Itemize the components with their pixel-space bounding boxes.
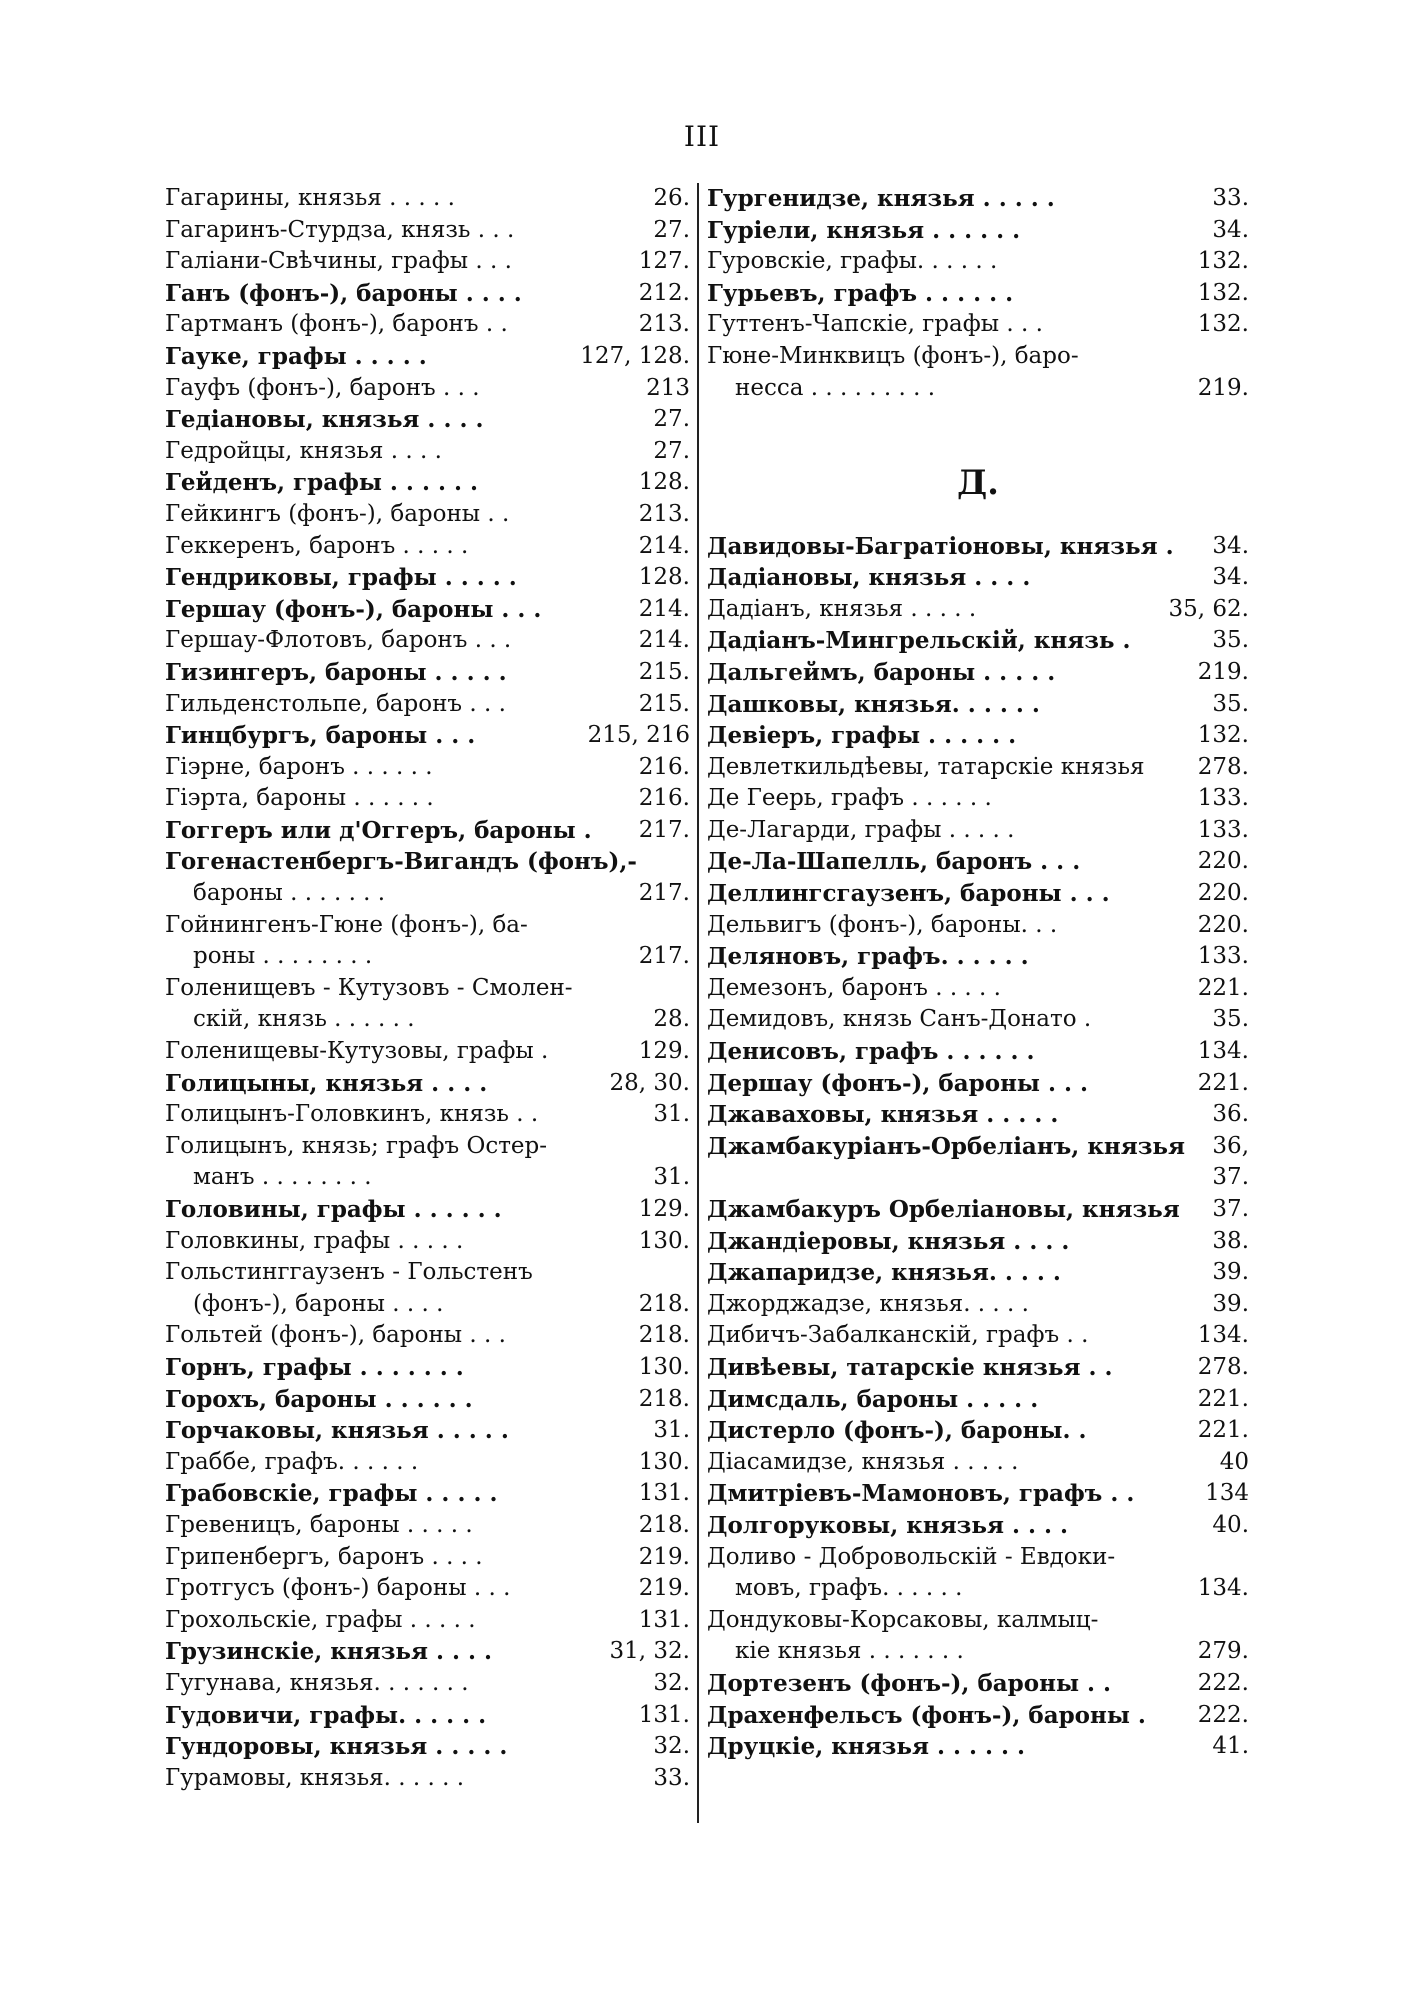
index-entry	[165, 215, 690, 247]
index-entry	[707, 752, 1249, 784]
entry-name: Гургенидзе, князья . . . . .	[707, 185, 1055, 212]
index-entry	[165, 1700, 690, 1732]
index-entry	[707, 1731, 1249, 1763]
entry-name: Девлеткильдѣевы, татарскіе князья	[707, 753, 1145, 780]
entry-page-number: 220.	[1197, 880, 1249, 907]
index-entry	[707, 278, 1249, 310]
entry-page-number: 218.	[638, 1290, 690, 1317]
index-entry	[165, 720, 690, 752]
entry-page-number: 27.	[653, 216, 690, 243]
entry-page-number: 28, 30.	[609, 1069, 690, 1096]
entry-name: Де-Лагарди, графы . . . . .	[707, 816, 1015, 843]
entry-name: Дершау (фонъ-), бароны . . .	[707, 1069, 1089, 1097]
index-entry	[165, 1257, 690, 1289]
entry-name: Голенищевы-Кутузовы, графы .	[165, 1038, 549, 1065]
entry-name: Гурамовы, князья. . . . . .	[165, 1764, 465, 1791]
entry-name: Джамбакуріанъ-Орбеліанъ, князья	[707, 1132, 1186, 1160]
entry-name: Гейкингъ (фонъ-), бароны . .	[165, 500, 510, 527]
entry-name: роны . . . . . . . .	[193, 943, 373, 970]
index-entry	[707, 625, 1249, 657]
index-entry	[707, 1036, 1249, 1068]
entry-name: Гейденъ, графы . . . . . .	[165, 469, 478, 497]
entry-name: Гундоровы, князья . . . . .	[165, 1733, 508, 1761]
index-entry	[165, 1289, 690, 1321]
entry-page-number: 219.	[1197, 374, 1249, 401]
entry-page-number: 279.	[1197, 1638, 1249, 1665]
index-entry	[165, 562, 690, 594]
index-entry	[707, 1289, 1249, 1321]
index-entry	[707, 562, 1249, 594]
entry-page-number: 36,	[1212, 1132, 1249, 1159]
entry-page-number: 34.	[1212, 216, 1249, 243]
entry-name: бароны . . . . . . .	[193, 880, 386, 907]
entry-page-number: 31.	[653, 1417, 690, 1444]
index-entry	[165, 1004, 690, 1036]
index-entry	[707, 246, 1249, 278]
entry-page-number: 134.	[1197, 1575, 1249, 1602]
entry-page-number: 222.	[1197, 1701, 1249, 1728]
right-index-column	[707, 183, 1249, 1763]
index-entry	[707, 1257, 1249, 1289]
entry-page-number: 32.	[653, 1669, 690, 1696]
entry-name: Джорджадзе, князья. . . . .	[707, 1290, 1029, 1317]
entry-page-number: 134.	[1197, 1038, 1249, 1065]
index-entry	[165, 1162, 690, 1194]
index-entry	[707, 846, 1249, 878]
index-entry	[165, 783, 690, 815]
entry-name: Гіэрта, бароны . . . . . .	[165, 785, 434, 812]
entry-page-number: 217.	[638, 943, 690, 970]
entry-name: Голенищевъ - Кутузовъ - Смолен-	[165, 974, 573, 1001]
index-entry	[165, 1099, 690, 1131]
entry-name: Ганъ (фонъ-), бароны . . . .	[165, 279, 522, 307]
entry-name: Драхенфельсъ (фонъ-), бароны .	[707, 1701, 1146, 1729]
index-entry	[165, 436, 690, 468]
entry-page-number: 133.	[1197, 943, 1249, 970]
entry-name: Гауфъ (фонъ-), баронъ . . .	[165, 374, 480, 401]
entry-name: Гершау-Флотовъ, баронъ . . .	[165, 627, 512, 654]
entry-page-number: 40.	[1212, 1511, 1249, 1538]
entry-name: Діасамидзе, князья . . . . .	[707, 1448, 1019, 1475]
index-entry	[707, 1700, 1249, 1732]
entry-name: Горчаковы, князья . . . . .	[165, 1417, 509, 1445]
entry-page-number: 33.	[1212, 185, 1249, 211]
entry-page-number: 278.	[1197, 1353, 1249, 1380]
index-entry	[165, 1320, 690, 1352]
entry-page-number: 133.	[1197, 816, 1249, 843]
entry-page-number: 127.	[638, 248, 690, 275]
index-entry	[707, 1194, 1249, 1226]
index-entry	[707, 309, 1249, 341]
entry-page-number: 28.	[653, 1006, 690, 1033]
entry-name: Дмитріевъ-Мамоновъ, графъ . .	[707, 1480, 1135, 1508]
entry-page-number: 131.	[638, 1606, 690, 1633]
spacer	[707, 404, 1249, 436]
entry-name: Давидовы-Багратіоновы, князья .	[707, 532, 1174, 560]
index-entry	[707, 1226, 1249, 1258]
entry-name: Граббе, графъ. . . . . .	[165, 1448, 419, 1475]
entry-page-number: 218.	[638, 1385, 690, 1412]
entry-name: Гендриковы, графы . . . . .	[165, 564, 517, 592]
index-entry	[165, 404, 690, 436]
entry-page-number: 35.	[1212, 690, 1249, 717]
entry-page-number: 214.	[638, 595, 690, 622]
entry-name: Горнъ, графы . . . . . . .	[165, 1353, 464, 1381]
entry-page-number: 37.	[1212, 1196, 1249, 1223]
entry-page-number: 130.	[638, 1227, 690, 1254]
entry-name: мовъ, графъ. . . . . .	[735, 1575, 963, 1602]
index-entry	[707, 215, 1249, 247]
entry-name: Галіани-Свѣчины, графы . . .	[165, 248, 512, 275]
index-entry	[707, 373, 1249, 405]
entry-name: Джандіеровы, князья . . . .	[707, 1227, 1070, 1255]
entry-page-number: 38.	[1212, 1227, 1249, 1254]
index-entry	[707, 1573, 1249, 1605]
entry-page-number: 39.	[1212, 1290, 1249, 1317]
entry-name: Гауке, графы . . . . .	[165, 342, 427, 370]
entry-name: Грипенбергъ, баронъ . . . .	[165, 1543, 483, 1570]
index-entry	[707, 1004, 1249, 1036]
entry-name: Гротгусъ (фонъ-) бароны . . .	[165, 1575, 511, 1602]
index-entry	[165, 1447, 690, 1479]
entry-page-number: 35.	[1212, 627, 1249, 654]
entry-name: Джамбакуръ Орбеліановы, князья	[707, 1196, 1180, 1224]
entry-page-number: 215, 216	[587, 722, 690, 749]
entry-page-number: 213.	[638, 311, 690, 338]
index-entry	[165, 973, 690, 1005]
index-entry	[707, 657, 1249, 689]
index-entry	[165, 846, 690, 878]
entry-page-number: 220.	[1197, 848, 1249, 875]
entry-name: Дадіановы, князья . . . .	[707, 564, 1031, 592]
entry-name: манъ . . . . . . . .	[193, 1164, 372, 1191]
index-entry	[165, 1763, 690, 1795]
index-entry	[165, 1510, 690, 1542]
index-entry	[707, 1542, 1249, 1574]
entry-name: Гинцбургъ, бароны . . .	[165, 722, 476, 750]
entry-page-number: 129.	[638, 1196, 690, 1222]
entry-page-number: 220.	[1197, 911, 1249, 938]
index-entry	[707, 594, 1249, 626]
index-entry	[707, 1131, 1249, 1163]
entry-name: Дельвигъ (фонъ-), бароны. . .	[707, 911, 1058, 938]
entry-name: Горохъ, бароны . . . . . .	[165, 1385, 473, 1413]
entry-page-number: 218.	[638, 1511, 690, 1538]
entry-page-number: 31.	[653, 1101, 690, 1128]
entry-page-number: 128.	[638, 469, 690, 496]
index-entry	[165, 1036, 690, 1068]
entry-name: Димсдаль, бароны . . . . .	[707, 1385, 1039, 1413]
entry-page-number: 31.	[653, 1164, 690, 1191]
entry-page-number: 215.	[638, 658, 690, 685]
entry-page-number: 129.	[638, 1038, 690, 1065]
index-entry	[165, 1605, 690, 1637]
entry-name: Гольтей (фонъ-), бароны . . .	[165, 1322, 506, 1349]
index-entry	[165, 815, 690, 847]
index-entry	[707, 1068, 1249, 1100]
entry-page-number: 133.	[1197, 785, 1249, 812]
index-entry	[165, 625, 690, 657]
index-entry	[707, 720, 1249, 752]
entry-name: Гагарины, князья . . . . .	[165, 185, 455, 211]
entry-name: Гедіановы, князья . . . .	[165, 406, 484, 434]
entry-name: Деллингсгаузенъ, бароны . . .	[707, 880, 1110, 908]
entry-name: Гурьевъ, графъ . . . . . .	[707, 279, 1014, 307]
index-entry	[165, 1573, 690, 1605]
entry-page-number: 130.	[638, 1353, 690, 1380]
index-entry	[165, 657, 690, 689]
entry-page-number: 216.	[638, 753, 690, 780]
entry-page-number: 36.	[1212, 1101, 1249, 1128]
entry-page-number: 214.	[638, 532, 690, 559]
index-entry	[165, 278, 690, 310]
index-entry	[165, 467, 690, 499]
entry-name: Гершау (фонъ-), бароны . . .	[165, 595, 542, 623]
entry-name: Грузинскіе, князья . . . .	[165, 1638, 493, 1666]
index-entry	[165, 246, 690, 278]
entry-name: Гуттенъ-Чапскіе, графы . . .	[707, 311, 1043, 338]
entry-page-number: 39.	[1212, 1259, 1249, 1286]
index-entry	[707, 183, 1249, 215]
entry-name: Гильденстольпе, баронъ . . .	[165, 690, 506, 717]
entry-name: Гуріели, князья . . . . . .	[707, 216, 1021, 244]
entry-name: Доливо - Добровольскій - Евдоки-	[707, 1543, 1116, 1570]
page-number: III	[683, 120, 721, 153]
entry-page-number: 134	[1205, 1480, 1249, 1507]
entry-page-number: 218.	[638, 1322, 690, 1349]
entry-name: Гедройцы, князья . . . .	[165, 437, 442, 464]
entry-page-number: 27.	[653, 437, 690, 464]
entry-name: скій, князь . . . . . .	[193, 1006, 415, 1033]
entry-name: Дивѣевы, татарскіе князья . .	[707, 1353, 1113, 1381]
index-entry	[165, 878, 690, 910]
index-entry	[165, 373, 690, 405]
entry-name: кіе князья . . . . . . .	[735, 1638, 964, 1665]
index-entry	[707, 1162, 1249, 1194]
entry-name: Дистерло (фонъ-), бароны. .	[707, 1417, 1087, 1445]
entry-name: Гагаринъ-Стурдза, князь . . .	[165, 216, 515, 243]
entry-page-number: 219.	[1197, 658, 1249, 685]
entry-name: несса . . . . . . . . .	[735, 374, 936, 401]
entry-page-number: 35.	[1212, 1006, 1249, 1033]
left-index-column	[165, 183, 690, 1794]
entry-name: Дадіанъ, князья . . . . .	[707, 595, 977, 622]
index-entry	[165, 1731, 690, 1763]
entry-page-number: 212.	[638, 279, 690, 306]
entry-name: Гугунава, князья. . . . . . .	[165, 1669, 469, 1696]
entry-name: Гуровскіе, графы. . . . . .	[707, 248, 998, 275]
index-entry	[707, 1099, 1249, 1131]
index-entry	[165, 499, 690, 531]
column-divider	[697, 183, 699, 1823]
index-entry	[165, 1542, 690, 1574]
entry-page-number: 134.	[1197, 1322, 1249, 1349]
entry-name: Долгоруковы, князья . . . .	[707, 1511, 1069, 1539]
index-entry	[707, 1352, 1249, 1384]
entry-page-number: 132.	[1197, 279, 1249, 306]
index-entry	[165, 752, 690, 784]
entry-name: Геккеренъ, баронъ . . . . .	[165, 532, 469, 559]
entry-page-number: 37.	[1212, 1164, 1249, 1191]
entry-name: Грабовскіе, графы . . . . .	[165, 1480, 498, 1508]
entry-name: Голицынъ, князь; графъ Остер-	[165, 1132, 548, 1159]
index-entry	[165, 689, 690, 721]
index-entry	[165, 1194, 690, 1226]
entry-name: Девіеръ, графы . . . . . .	[707, 722, 1017, 750]
index-entry	[707, 1447, 1249, 1479]
index-entry	[707, 531, 1249, 563]
index-entry	[165, 309, 690, 341]
index-entry	[707, 973, 1249, 1005]
entry-name: (фонъ-), бароны . . . .	[193, 1290, 444, 1317]
right-column-top-entries	[707, 183, 1249, 404]
index-entry	[165, 531, 690, 563]
entry-page-number: 33.	[653, 1764, 690, 1791]
index-entry	[165, 910, 690, 942]
entry-name: Денисовъ, графъ . . . . . .	[707, 1038, 1035, 1066]
index-entry	[707, 1478, 1249, 1510]
index-entry	[707, 878, 1249, 910]
entry-name: Голицынъ-Головкинъ, князь . .	[165, 1101, 539, 1128]
index-entry	[707, 1636, 1249, 1668]
entry-name: Джапаридзе, князья. . . . .	[707, 1259, 1061, 1287]
entry-page-number: 221.	[1197, 1069, 1249, 1096]
entry-page-number: 131.	[638, 1701, 690, 1728]
entry-page-number: 221.	[1197, 1417, 1249, 1444]
entry-page-number: 213.	[638, 500, 690, 527]
entry-page-number: 26.	[653, 185, 690, 211]
entry-name: Дондуковы-Корсаковы, калмыц-	[707, 1606, 1099, 1633]
entry-name: Гудовичи, графы. . . . . .	[165, 1701, 487, 1729]
entry-name: Грохольскіе, графы . . . . .	[165, 1606, 476, 1633]
section-heading: Д.	[956, 462, 1000, 503]
index-entry	[707, 783, 1249, 815]
entry-name: Гогенастенбергъ-Вигандъ (фонъ),-	[165, 848, 637, 876]
entry-name: Гіэрне, баронъ . . . . . .	[165, 753, 433, 780]
entry-page-number: 216.	[638, 785, 690, 812]
entry-page-number: 27.	[653, 406, 690, 433]
index-entry	[707, 1320, 1249, 1352]
index-entry	[707, 910, 1249, 942]
index-entry	[165, 594, 690, 626]
entry-page-number: 219.	[638, 1543, 690, 1570]
entry-page-number: 35, 62.	[1168, 595, 1249, 622]
index-entry	[165, 941, 690, 973]
entry-page-number: 31, 32.	[609, 1638, 690, 1665]
entry-name: Де Геерь, графъ . . . . . .	[707, 785, 992, 812]
entry-page-number: 128.	[638, 564, 690, 591]
index-entry	[707, 1415, 1249, 1447]
index-entry	[707, 1384, 1249, 1416]
entry-name: Дадіанъ-Мингрельскій, князь .	[707, 627, 1131, 655]
entry-name: Гольстинггаузенъ - Гольстенъ	[165, 1259, 533, 1286]
index-entry	[165, 341, 690, 373]
entry-name: Гизингеръ, бароны . . . . .	[165, 658, 507, 686]
index-entry	[165, 1415, 690, 1447]
index-entry	[165, 1068, 690, 1100]
entry-name: Демезонъ, баронъ . . . . .	[707, 974, 1001, 1001]
entry-page-number: 219.	[638, 1575, 690, 1602]
entry-name: Гюне-Минквицъ (фонъ-), баро-	[707, 342, 1079, 369]
index-entry	[707, 1668, 1249, 1700]
entry-page-number: 132.	[1197, 722, 1249, 749]
index-entry	[165, 1131, 690, 1163]
entry-page-number: 278.	[1197, 753, 1249, 780]
entry-page-number: 41.	[1212, 1733, 1249, 1760]
index-entry	[165, 183, 690, 215]
entry-page-number: 217.	[638, 816, 690, 843]
entry-page-number: 127, 128.	[580, 342, 690, 369]
index-entry	[707, 941, 1249, 973]
index-entry	[707, 1510, 1249, 1542]
entry-name: Дальгеймъ, бароны . . . . .	[707, 658, 1056, 686]
entry-name: Головины, графы . . . . . .	[165, 1196, 502, 1223]
entry-name: Дибичъ-Забалканскій, графъ . .	[707, 1322, 1089, 1349]
index-entry	[165, 1226, 690, 1258]
index-entry	[707, 341, 1249, 373]
entry-page-number: 132.	[1197, 248, 1249, 275]
entry-page-number: 213	[646, 374, 690, 401]
entry-name: Демидовъ, князь Санъ-Донато .	[707, 1006, 1092, 1033]
index-entry	[165, 1352, 690, 1384]
entry-page-number: 215.	[638, 690, 690, 717]
index-entry	[165, 1668, 690, 1700]
entry-name: Головкины, графы . . . . .	[165, 1227, 464, 1254]
entry-name: Джаваховы, князья . . . . .	[707, 1101, 1059, 1129]
entry-page-number: 214.	[638, 627, 690, 654]
entry-name: Дашковы, князья. . . . . .	[707, 690, 1040, 718]
entry-name: Гревеницъ, бароны . . . . .	[165, 1511, 473, 1538]
entry-page-number: 34.	[1212, 532, 1249, 559]
entry-page-number: 34.	[1212, 564, 1249, 591]
entry-page-number: 32.	[653, 1733, 690, 1760]
index-entry	[707, 689, 1249, 721]
entry-page-number: 221.	[1197, 1385, 1249, 1412]
entry-name: Де-Ла-Шапелль, баронъ . . .	[707, 848, 1081, 876]
entry-name: Гоггеръ или д'Оггеръ, бароны .	[165, 816, 592, 844]
index-entry	[165, 1636, 690, 1668]
entry-page-number: 222.	[1197, 1669, 1249, 1696]
entry-page-number: 132.	[1197, 311, 1249, 338]
entry-page-number: 217.	[638, 880, 690, 907]
right-column-bottom-entries	[707, 531, 1249, 1763]
index-entry	[707, 1605, 1249, 1637]
entry-page-number: 40	[1219, 1448, 1249, 1475]
entry-name: Дортезенъ (фонъ-), бароны . .	[707, 1669, 1112, 1697]
index-entry	[707, 815, 1249, 847]
index-entry	[165, 1384, 690, 1416]
entry-name: Деляновъ, графъ. . . . . .	[707, 943, 1029, 971]
entry-page-number: 221.	[1197, 974, 1249, 1001]
entry-name: Гартманъ (фонъ-), баронъ . .	[165, 311, 508, 338]
entry-page-number: 130.	[638, 1448, 690, 1475]
entry-name: Гойнингенъ-Гюне (фонъ-), ба-	[165, 911, 528, 938]
index-entry	[165, 1478, 690, 1510]
entry-page-number: 131.	[638, 1480, 690, 1507]
entry-name: Друцкіе, князья . . . . . .	[707, 1733, 1026, 1761]
entry-name: Голицыны, князья . . . .	[165, 1069, 488, 1097]
